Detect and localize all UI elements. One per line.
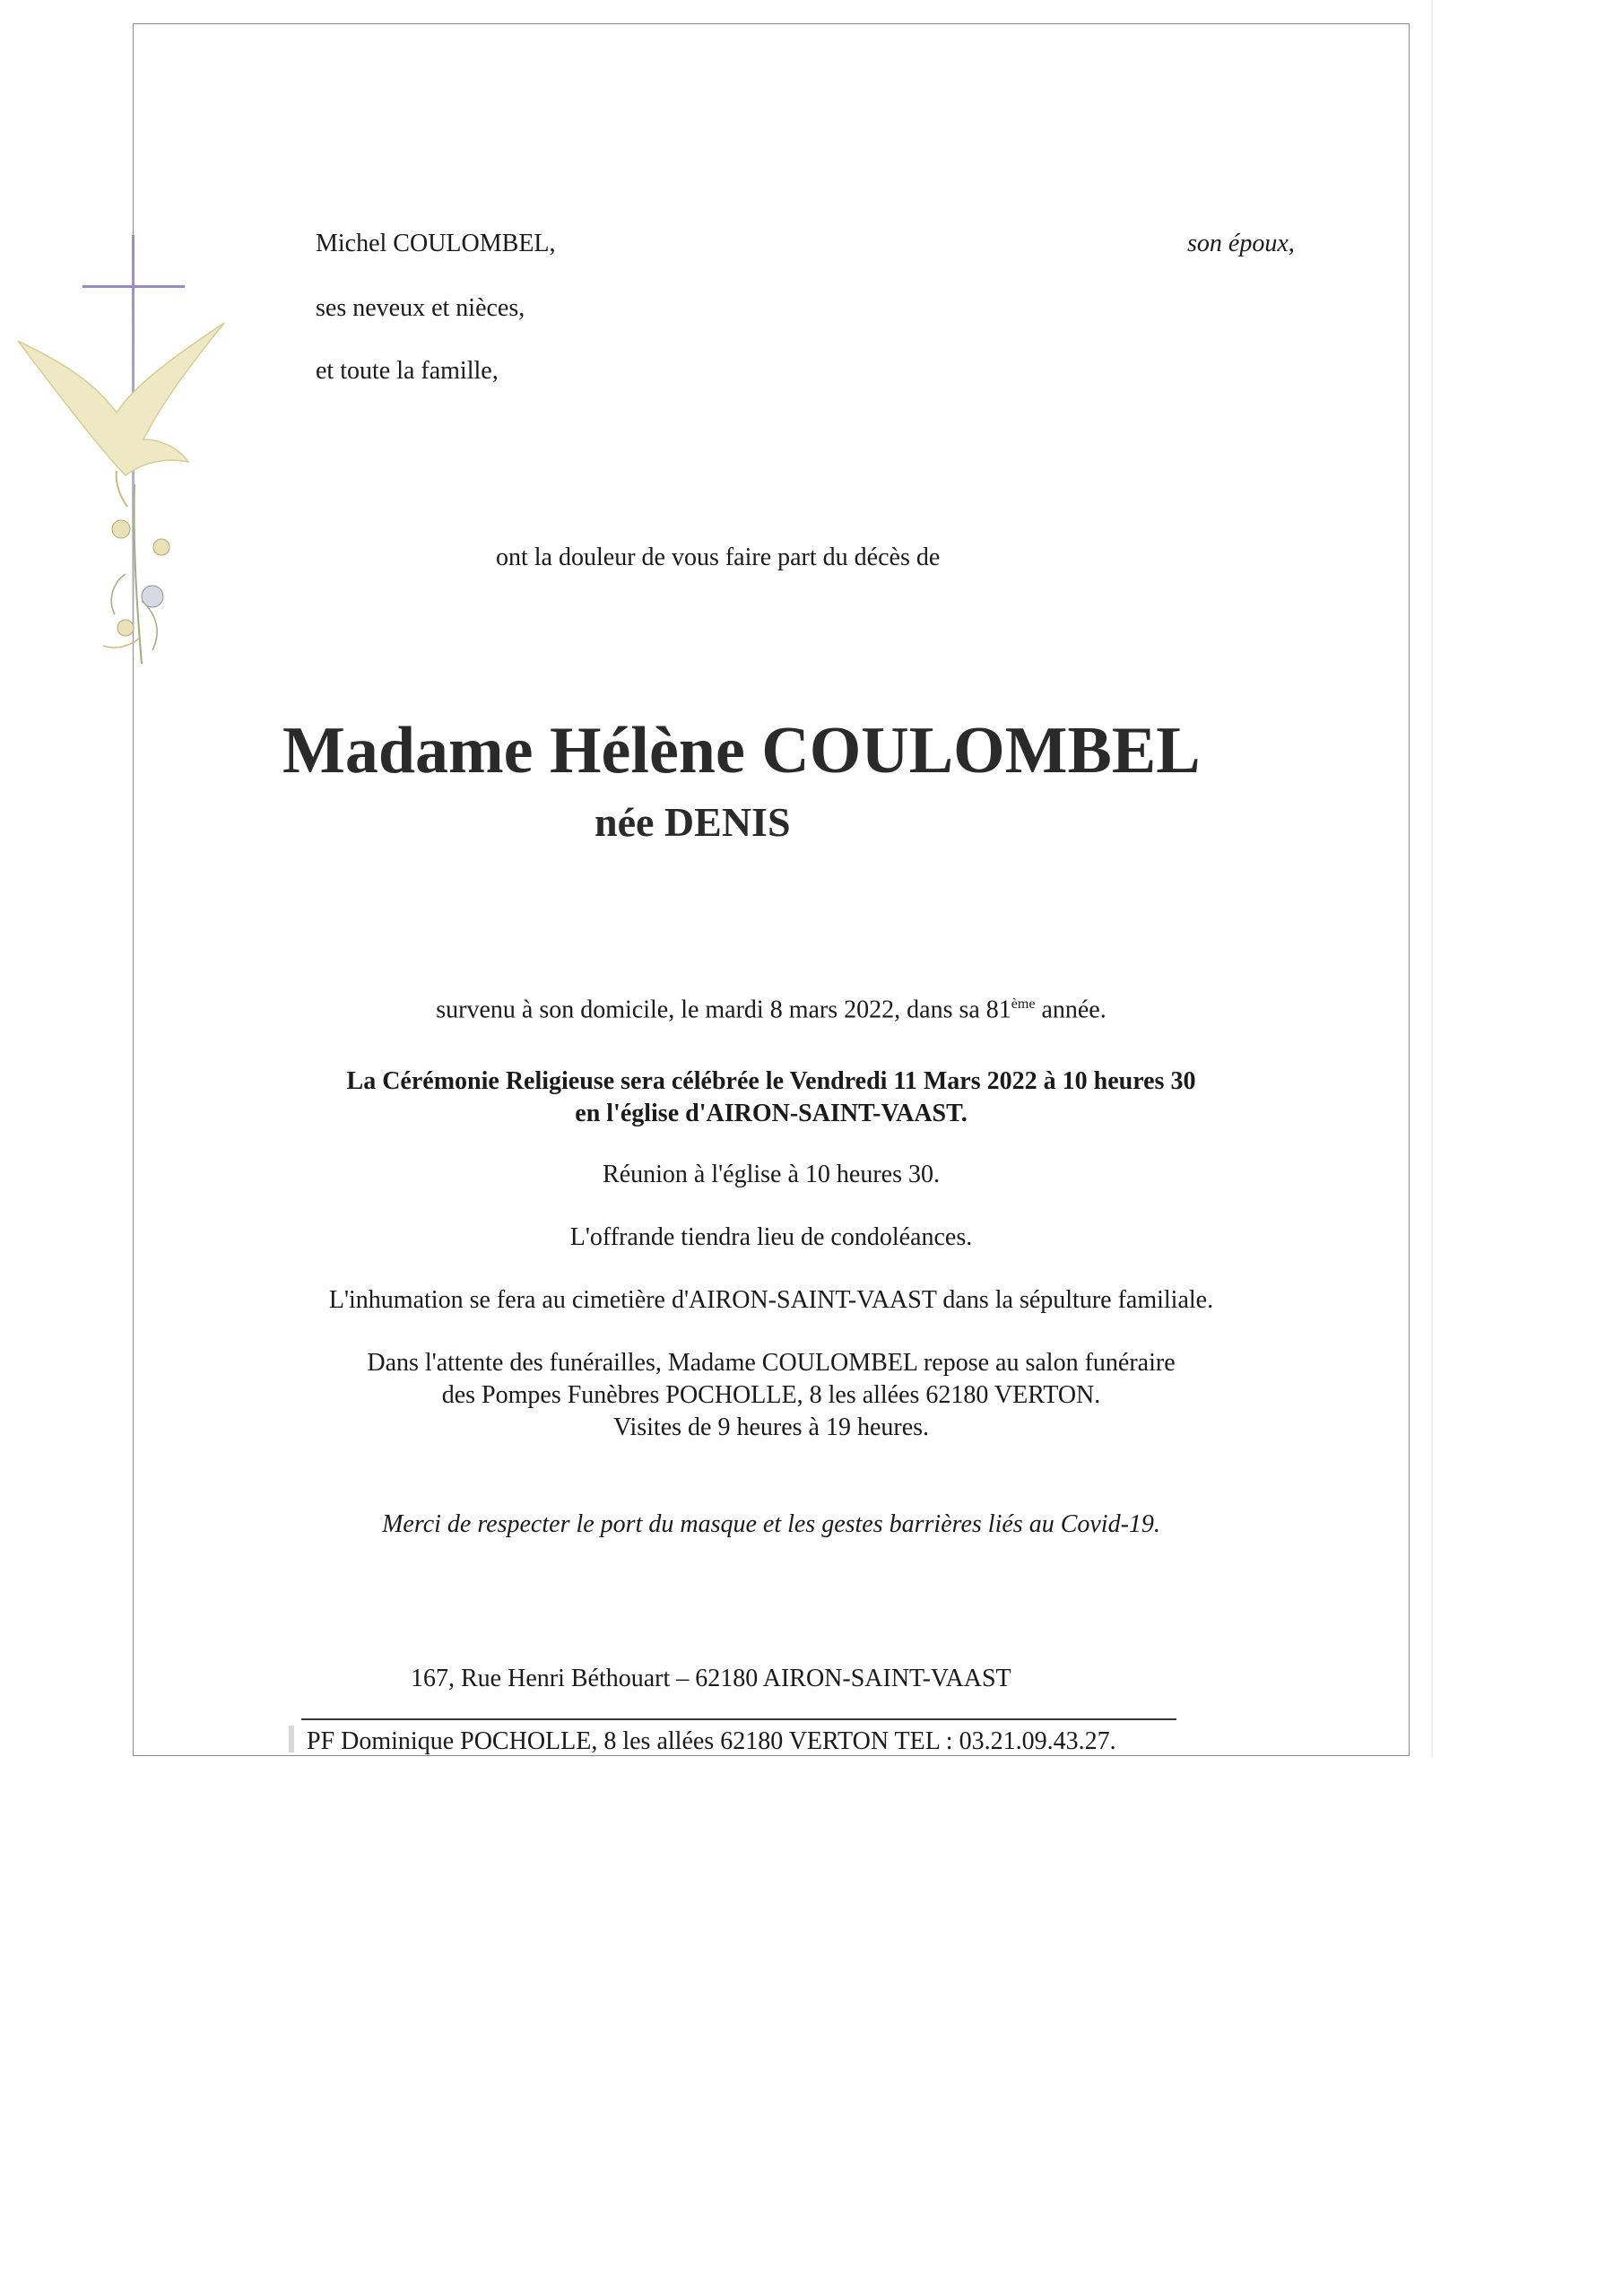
announcement-line: ont la douleur de vous faire part du décès de [496,544,941,571]
visiting-hours: Visites de 9 heures à 19 heures. [612,1413,930,1441]
death-suffix: année. [1035,996,1107,1024]
card-border [133,23,1410,1756]
deceased-name: Madame Hélène COULOMBEL [282,714,1201,787]
family-line: et toute la famille, [316,357,499,385]
scan-edge-line [1431,0,1433,1758]
footer-funeral-home: PF Dominique POCHOLLE, 8 les allées 62180 VERTON TEL : 03.21.09.43.27. [307,1727,1116,1755]
dove-flower-ornament [9,305,242,682]
meeting-line: Réunion à l'église à 10 heures 30. [603,1161,940,1188]
death-text: survenu à son domicile, le mardi 8 mars 2022, dans sa 81 [436,996,1011,1024]
address-line: 167, Rue Henri Béthouart – 62180 AIRON-SAINT-VAAST [411,1665,1011,1692]
cross-horizontal [82,285,185,288]
husband-name: Michel COULOMBEL, [316,230,556,257]
husband-relation: son époux, [1187,230,1295,257]
covid-notice: Merci de respecter le port du masque et les gestes barrières liés au Covid-19. [382,1510,1160,1538]
death-ordinal-superscript: ème [1011,996,1036,1012]
funeral-home-line-2: des Pompes Funèbres POCHOLLE, 8 les allées 62180 VERTON. [441,1381,1101,1409]
death-notice [133,997,1410,1022]
funeral-home-line-1: Dans l'attente des funérailles, Madame COULOMBEL repose au salon funéraire [367,1349,1176,1377]
ceremony-line-2: en l'église d'AIRON-SAINT-VAAST. [575,1100,968,1127]
offering-line: L'offrande tiendra lieu de condoléances. [569,1223,973,1251]
nephews-line: ses neveux et nièces, [316,294,525,322]
burial-line: L'inhumation se fera au cimetière d'AIRON-SAINT-VAAST dans la sépulture familiale. [328,1286,1214,1314]
maiden-name: née DENIS [595,799,791,845]
footer-side-mark [289,1726,294,1752]
ceremony-line-1: La Cérémonie Religieuse sera célébrée le Vendredi 11 Mars 2022 à 10 heures 30 [346,1067,1196,1095]
footer-divider [301,1718,1176,1720]
